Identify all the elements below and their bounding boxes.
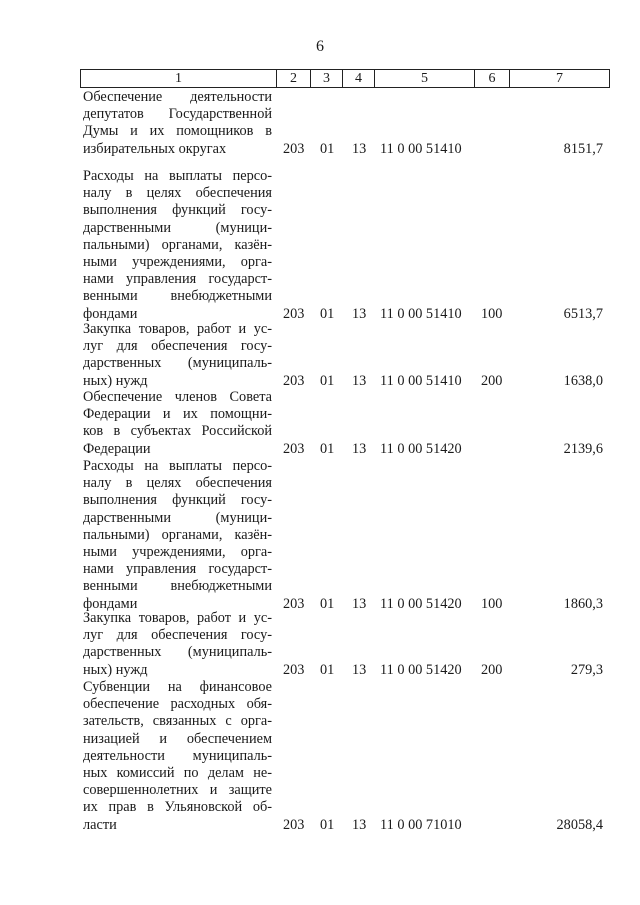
description-line: дарственных (муниципаль-	[83, 355, 272, 372]
header-col-3: 3	[311, 69, 343, 88]
amount-value: 1860,3	[563, 596, 603, 613]
target-article-code: 11 0 00 51410	[380, 141, 462, 158]
subsection-code: 13	[352, 596, 367, 613]
admin-code: 203	[283, 662, 305, 679]
description-line: налу в целях обеспечения	[83, 475, 272, 492]
description-line: нами управления государст-	[83, 271, 272, 288]
expense-type-code: 200	[481, 373, 503, 390]
target-article-code: 11 0 00 71010	[380, 817, 462, 834]
description-line: ков в субъектах Российской	[83, 423, 272, 440]
description-line: Расходы на выплаты персо-	[83, 458, 272, 474]
description-line: зательств, связанных с орга-	[83, 713, 272, 730]
amount-value: 8151,7	[563, 141, 603, 158]
subsection-code: 13	[352, 306, 367, 323]
description-line: ласти	[83, 816, 117, 833]
amount-value: 1638,0	[563, 373, 603, 390]
admin-code: 203	[283, 817, 305, 834]
section-code: 01	[320, 373, 335, 390]
amount-value: 28058,4	[556, 817, 603, 834]
description-line: Обеспечение членов Совета	[83, 389, 272, 405]
amount-value: 2139,6	[563, 441, 603, 458]
description-line: низацией и обеспечением	[83, 730, 272, 747]
description-line: венными внебюджетными	[83, 578, 272, 595]
description-line: Закупка товаров, работ и ус-	[83, 321, 272, 337]
description-line: венными внебюджетными	[83, 288, 272, 305]
description-line: Расходы на выплаты персо-	[83, 168, 272, 184]
amount-value: 6513,7	[563, 306, 603, 323]
header-col-4: 4	[343, 69, 375, 88]
description-line: их прав в Ульяновской об-	[83, 799, 272, 816]
description-line: Федерации и их помощни-	[83, 406, 272, 423]
admin-code: 203	[283, 596, 305, 613]
section-code: 01	[320, 306, 335, 323]
header-col-1: 1	[80, 69, 277, 88]
admin-code: 203	[283, 306, 305, 323]
description-line: ных) нужд	[83, 372, 148, 389]
description-line: обеспечение расходных обя-	[83, 696, 272, 713]
subsection-code: 13	[352, 441, 367, 458]
header-col-5: 5	[375, 69, 475, 88]
section-code: 01	[320, 662, 335, 679]
description-line: ными учреждениями, орга-	[83, 544, 272, 561]
description-line: пальными) органами, казён-	[83, 236, 272, 253]
description-line: депутатов Государственной	[83, 106, 272, 123]
header-col-2: 2	[277, 69, 311, 88]
row-description	[83, 458, 272, 613]
header-col-7: 7	[510, 69, 610, 88]
target-article-code: 11 0 00 51420	[380, 596, 462, 613]
subsection-code: 13	[352, 662, 367, 679]
description-line: Думы и их помощников в	[83, 123, 272, 140]
admin-code: 203	[283, 141, 305, 158]
description-line: ных) нужд	[83, 661, 148, 678]
description-line: дарственными (муници-	[83, 509, 272, 526]
target-article-code: 11 0 00 51420	[380, 441, 462, 458]
description-line: ных комиссий по делам не-	[83, 765, 272, 782]
page-number: 6	[316, 38, 324, 55]
subsection-code: 13	[352, 373, 367, 390]
expense-type-code: 200	[481, 662, 503, 679]
description-line: ными учреждениями, орга-	[83, 254, 272, 271]
subsection-code: 13	[352, 141, 367, 158]
description-line: Федерации	[83, 440, 151, 457]
target-article-code: 11 0 00 51410	[380, 306, 462, 323]
section-code: 01	[320, 817, 335, 834]
row-description	[83, 679, 272, 834]
description-line: пальными) органами, казён-	[83, 526, 272, 543]
description-line: луг для обеспечения госу-	[83, 338, 272, 355]
admin-code: 203	[283, 373, 305, 390]
row-description	[83, 610, 272, 679]
description-line: дарственных (муниципаль-	[83, 644, 272, 661]
description-line: деятельности муниципаль-	[83, 747, 272, 764]
description-line: налу в целях обеспечения	[83, 185, 272, 202]
admin-code: 203	[283, 441, 305, 458]
description-line: фондами	[83, 595, 138, 612]
description-line: выполнения функций госу-	[83, 202, 272, 219]
description-line: нами управления государст-	[83, 561, 272, 578]
section-code: 01	[320, 596, 335, 613]
section-code: 01	[320, 441, 335, 458]
expense-type-code: 100	[481, 306, 503, 323]
subsection-code: 13	[352, 817, 367, 834]
description-line: Закупка товаров, работ и ус-	[83, 610, 272, 626]
description-line: фондами	[83, 305, 138, 322]
row-description	[83, 89, 272, 158]
target-article-code: 11 0 00 51420	[380, 662, 462, 679]
description-line: совершеннолетних и защите	[83, 782, 272, 799]
expense-type-code: 100	[481, 596, 503, 613]
description-line: выполнения функций госу-	[83, 492, 272, 509]
description-line: Субвенции на финансовое	[83, 679, 272, 695]
section-code: 01	[320, 141, 335, 158]
description-line: Обеспечение деятельности	[83, 89, 272, 105]
target-article-code: 11 0 00 51410	[380, 373, 462, 390]
header-col-6: 6	[475, 69, 510, 88]
description-line: луг для обеспечения госу-	[83, 627, 272, 644]
row-description	[83, 389, 272, 458]
row-description	[83, 168, 272, 323]
description-line: избирательных округах	[83, 140, 227, 157]
row-description	[83, 321, 272, 390]
amount-value: 279,3	[570, 662, 603, 679]
description-line: дарственными (муници-	[83, 219, 272, 236]
